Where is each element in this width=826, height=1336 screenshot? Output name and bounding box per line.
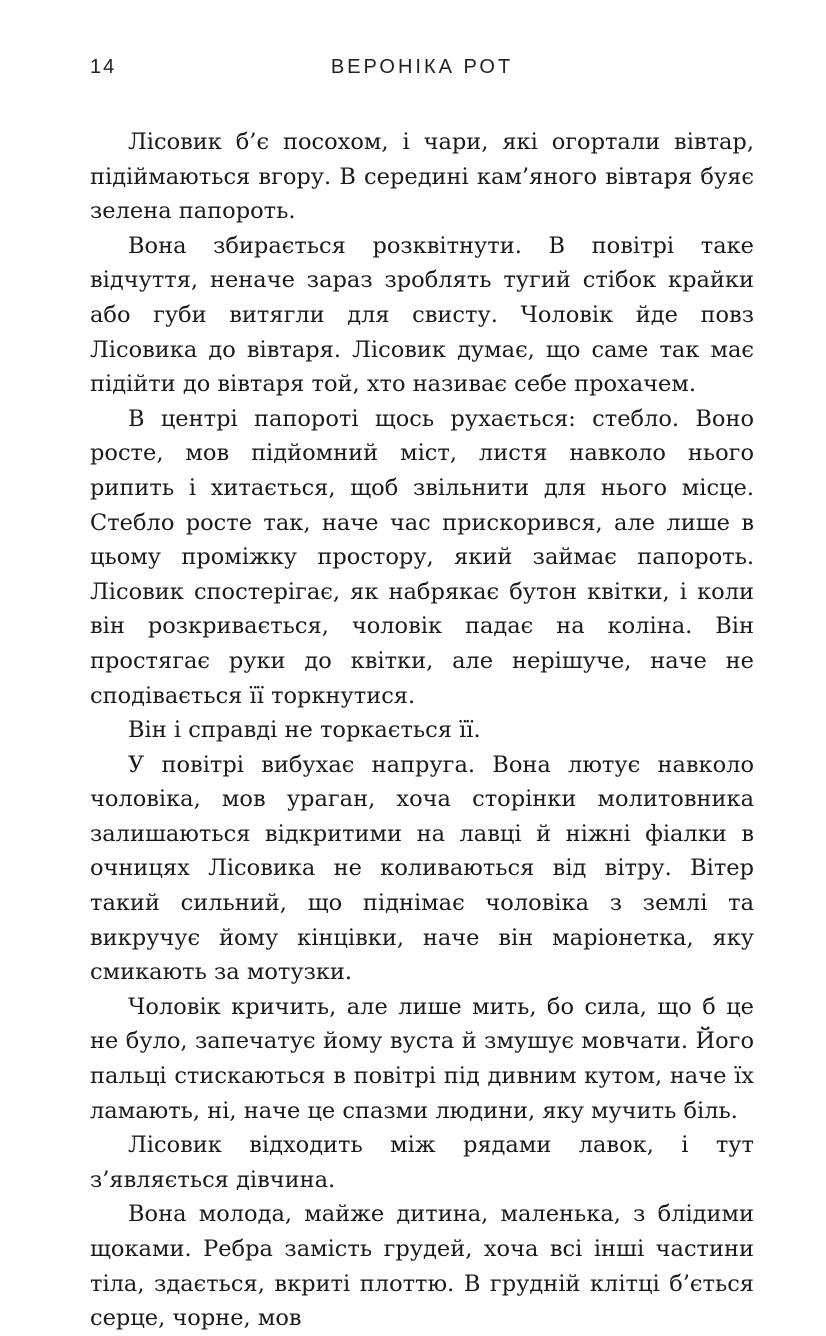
paragraph: В центрі папороті щось рухається: стебло. Воно росте, мов підйомний міст, листя навколо нього рипить і хитається, щоб звільнити для нього місце. Стебло росте так, наче час прискорився, але лише в цьому проміжку простору, який займає папороть. Лісовик спостерігає, як набрякає бутон квітки, і коли він розкривається, чоловік падає на коліна. Він простягає руки до квітки, але нерішуче, наче не сподівається її торкнутися. xyxy=(90,405,754,709)
paragraph: Він і справді не торкається її. xyxy=(128,717,481,744)
paragraph: Чоловік кричить, але лише мить, бо сила, що б це не було, запечатує йому вуста й змушує мовчати. Його пальці стискаються в повітрі під дивним кутом, наче їх ламають, ні, наче це спазми людини, яку мучить біль. xyxy=(90,993,754,1124)
paragraph: Лісовик відходить між рядами лавок, і тут з’являється дівчина. xyxy=(90,1132,754,1193)
book-author: ВЕРОНІКА РОТ xyxy=(330,56,514,78)
paragraph: Вона збирається розквітнути. В повітрі таке відчуття, неначе зараз зроблять тугий стібок крайки або губи витягли для свисту. Чоловік йде повз Лісовика до вівтаря. Лісовик думає, що саме так має підійти до вівтаря той, хто називає себе прохачем. xyxy=(90,232,754,398)
body-text xyxy=(90,125,754,1336)
paragraph: Вона молода, майже дитина, маленька, з блідими щоками. Ребра замість грудей, хоча всі інші частини тіла, здається, вкриті плоттю. В грудній клітці б’ється серце, чорне, мов xyxy=(90,1201,754,1332)
running-head xyxy=(90,56,754,84)
paragraph: Лісовик б’є посохом, і чари, які огортали вівтар, підіймаються вгору. В середині кам’яного вівтаря буяє зелена папороть. xyxy=(90,129,754,225)
paragraph: У повітрі вибухає напруга. Вона лютує навколо чоловіка, мов ураган, хоча сторінки молитовника залишаються відкритими на лавці й ніжні фіалки в очницях Лісовика не коливаються від вітру. Вітер такий сильний, що піднімає чоловіка з землі та викручує йому кінцівки, наче він маріонетка, яку смикають за мотузки. xyxy=(90,751,754,986)
page-number: 14 xyxy=(90,56,117,78)
